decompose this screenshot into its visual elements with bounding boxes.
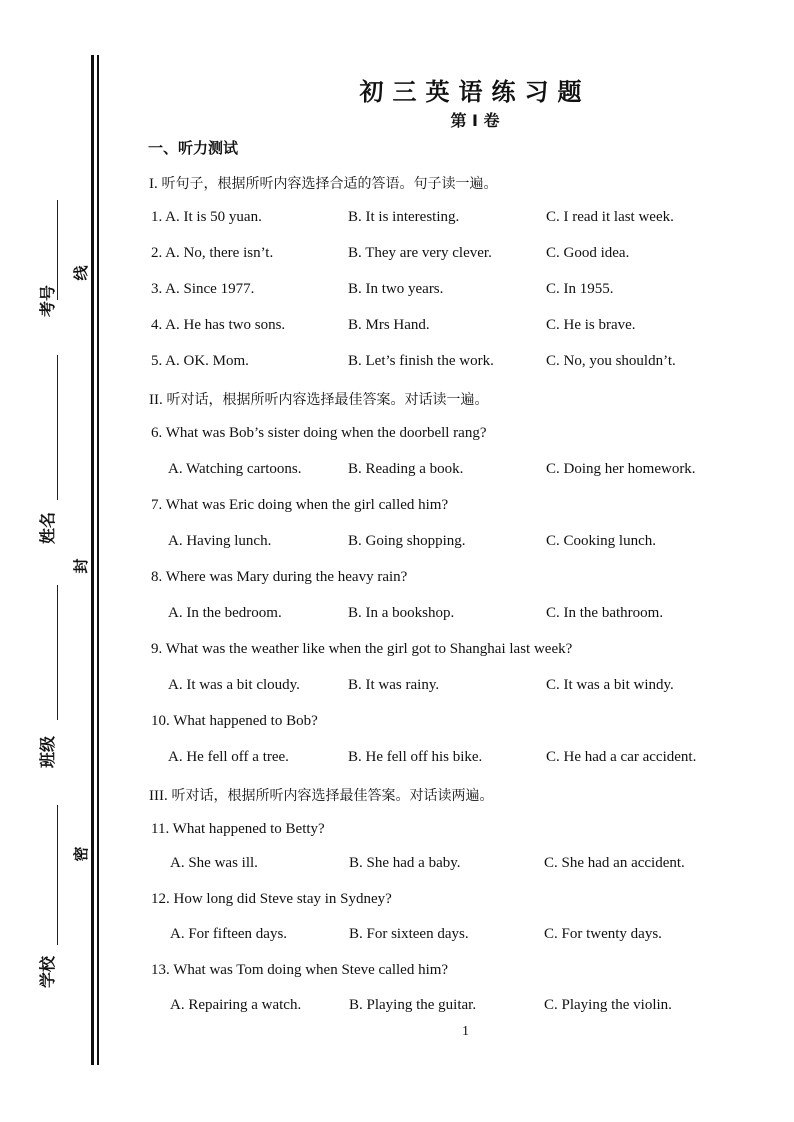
part-heading	[149, 389, 489, 409]
options-row	[0, 605, 794, 627]
option-a[interactable]: 4. A. He has two sons.	[151, 317, 286, 333]
part-instruction: 听对话，根据所听内容选择最佳答案。对话读两遍。	[171, 788, 494, 804]
option-b[interactable]: B. It is interesting.	[348, 209, 460, 225]
part-numeral: II.	[149, 392, 163, 408]
part-heading	[149, 173, 498, 193]
option-c[interactable]: C. I read it last week.	[546, 209, 674, 225]
seal-feng-char: 封	[72, 558, 90, 574]
option-c[interactable]: C. No, you shouldn’t.	[546, 353, 676, 369]
option-a[interactable]: 2. A. No, there isn’t.	[151, 245, 274, 261]
option-b[interactable]: B. Mrs Hand.	[348, 317, 430, 333]
exam-number-label: 考号	[38, 285, 57, 318]
options-row	[0, 533, 794, 555]
volume-subtitle: 第 I 卷	[450, 111, 500, 130]
option-b[interactable]: B. Reading a book.	[348, 461, 464, 477]
option-a[interactable]: A. For fifteen days.	[170, 926, 288, 942]
option-c[interactable]: C. He is brave.	[546, 317, 636, 333]
option-b[interactable]: B. He fell off his bike.	[348, 749, 483, 765]
question-row	[0, 245, 794, 267]
option-b[interactable]: B. In two years.	[348, 281, 444, 297]
option-a[interactable]: A. In the bedroom.	[168, 605, 282, 621]
question-row	[0, 317, 794, 339]
option-c[interactable]: C. Good idea.	[546, 245, 630, 261]
school-label: 学校	[38, 956, 57, 989]
page-title: 初三英语练习题	[359, 78, 591, 106]
option-b[interactable]: B. In a bookshop.	[348, 605, 455, 621]
part-instruction: 听句子，根据所听内容选择合适的答语。句子读一遍。	[161, 176, 498, 192]
question-text: 8. Where was Mary during the heavy rain?	[151, 569, 408, 585]
option-b[interactable]: B. Let’s finish the work.	[348, 353, 494, 369]
options-row	[0, 997, 794, 1019]
options-row	[0, 677, 794, 699]
option-c[interactable]: C. Cooking lunch.	[546, 533, 657, 549]
option-b[interactable]: B. Playing the guitar.	[349, 997, 477, 1013]
option-a[interactable]: A. He fell off a tree.	[168, 749, 289, 765]
question-text: 6. What was Bob’s sister doing when the doorbell rang?	[151, 425, 487, 441]
seal-line-char: 线	[72, 265, 90, 281]
question-text: 9. What was the weather like when the girl got to Shanghai last week?	[151, 641, 573, 657]
option-b[interactable]: B. She had a baby.	[349, 855, 461, 871]
question-text: 12. How long did Steve stay in Sydney?	[151, 891, 392, 907]
option-a[interactable]: A. Watching cartoons.	[168, 461, 302, 477]
option-c[interactable]: C. Doing her homework.	[546, 461, 696, 477]
option-c[interactable]: C. In the bathroom.	[546, 605, 664, 621]
question-text: 11. What happened to Betty?	[151, 821, 325, 837]
option-a[interactable]: 1. A. It is 50 yuan.	[151, 209, 262, 225]
class-label: 班级	[38, 736, 57, 769]
option-b[interactable]: B. It was rainy.	[348, 677, 440, 693]
option-b[interactable]: B. For sixteen days.	[349, 926, 469, 942]
option-c[interactable]: C. Playing the violin.	[544, 997, 672, 1013]
question-text: 7. What was Eric doing when the girl called him?	[151, 497, 449, 513]
page-number: 1	[462, 1024, 469, 1039]
option-c[interactable]: C. For twenty days.	[544, 926, 662, 942]
question-row	[0, 353, 794, 375]
question-row	[0, 281, 794, 303]
part-heading	[149, 785, 494, 805]
question-text: 13. What was Tom doing when Steve called him?	[151, 962, 449, 978]
question-text: 10. What happened to Bob?	[151, 713, 318, 729]
option-b[interactable]: B. Going shopping.	[348, 533, 466, 549]
option-a[interactable]: A. Repairing a watch.	[170, 997, 302, 1013]
option-c[interactable]: C. It was a bit windy.	[546, 677, 674, 693]
question-row	[0, 209, 794, 231]
section-heading: 一、听力测试	[148, 139, 239, 157]
option-a[interactable]: A. She was ill.	[170, 855, 258, 871]
option-a[interactable]: 5. A. OK. Mom.	[151, 353, 249, 369]
options-row	[0, 855, 794, 877]
option-c[interactable]: C. She had an accident.	[544, 855, 685, 871]
option-c[interactable]: C. He had a car accident.	[546, 749, 697, 765]
option-a[interactable]: 3. A. Since 1977.	[151, 281, 255, 297]
option-a[interactable]: A. Having lunch.	[168, 533, 272, 549]
option-a[interactable]: A. It was a bit cloudy.	[168, 677, 300, 693]
option-b[interactable]: B. They are very clever.	[348, 245, 492, 261]
option-c[interactable]: C. In 1955.	[546, 281, 614, 297]
binding-rule-inner	[97, 55, 99, 1065]
seal-mi-char: 密	[72, 846, 90, 862]
part-instruction: 听对话，根据所听内容选择最佳答案。对话读一遍。	[166, 392, 489, 408]
part-numeral: I.	[149, 176, 158, 192]
options-row	[0, 461, 794, 483]
part-numeral: III.	[149, 788, 168, 804]
options-row	[0, 926, 794, 948]
options-row	[0, 749, 794, 771]
name-label: 姓名	[38, 512, 57, 545]
